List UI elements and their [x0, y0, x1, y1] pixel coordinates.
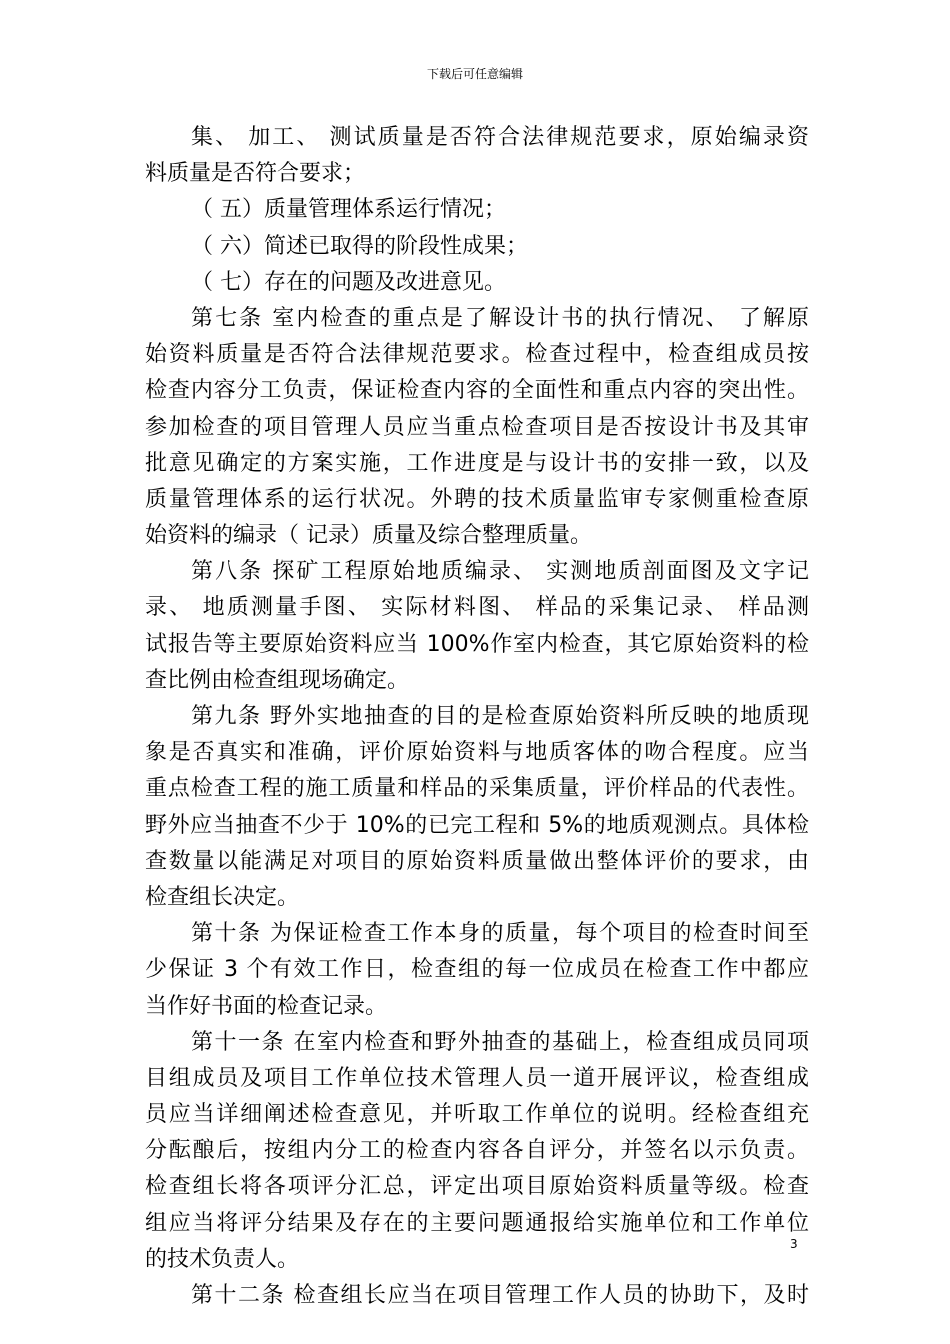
text-line: （ 七）存在的问题及改进意见。: [191, 269, 506, 295]
text-line: （ 六）简述已取得的阶段性成果；: [191, 233, 528, 259]
text-line: 试报告等主要原始资料应当 100%作室内检查，其它原始资料的检: [145, 631, 809, 657]
text-line: 第十条 为保证检查工作本身的质量，每个项目的检查时间至: [191, 921, 809, 947]
text-line: 质量管理体系的运行状况。外聘的技术质量监审专家侧重检查原: [145, 486, 809, 512]
text-line: 录、 地质测量手图、 实际材料图、 样品的采集记录、 样品测: [145, 595, 809, 621]
text-line: 批意见确定的方案实施，工作进度是与设计书的安排一致，以及: [145, 450, 809, 476]
text-line: 查数量以能满足对项目的原始资料质量做出整体评价的要求，由: [145, 848, 809, 874]
text-line: 始资料的编录（ 记录）质量及综合整理质量。: [145, 523, 592, 549]
text-line: 查比例由检查组现场确定。: [145, 667, 410, 693]
text-line: 野外应当抽查不少于 10%的已完工程和 5%的地质观测点。具体检: [145, 812, 809, 838]
text-line: 重点检查工程的施工质量和样品的采集质量，评价样品的代表性。: [145, 776, 809, 802]
page-number: 3: [790, 1237, 798, 1251]
text-line: 参加检查的项目管理人员应当重点检查项目是否按设计书及其审: [145, 414, 809, 440]
text-line: 的技术负责人。: [145, 1246, 300, 1272]
text-line: 当作好书面的检查记录。: [145, 993, 388, 1019]
text-line: 第十一条 在室内检查和野外抽查的基础上，检查组成员同项: [191, 1029, 809, 1055]
text-line: 象是否真实和准确，评价原始资料与地质客体的吻合程度。应当: [145, 740, 809, 766]
text-line: 检查组长将各项评分汇总，评定出项目原始资料质量等级。检查: [145, 1174, 809, 1200]
text-line: 检查内容分工负责，保证检查内容的全面性和重点内容的突出性。: [145, 378, 809, 404]
document-body: [145, 120, 809, 1314]
text-line: 组应当将评分结果及存在的主要问题通报给实施单位和工作单位: [145, 1210, 809, 1236]
text-line: （ 五）质量管理体系运行情况；: [191, 197, 506, 223]
text-line: 料质量是否符合要求；: [145, 161, 366, 187]
text-line: 第八条 探矿工程原始地质编录、 实测地质剖面图及文字记: [191, 559, 809, 585]
text-line: 始资料质量是否符合法律规范要求。检查过程中，检查组成员按: [145, 342, 809, 368]
page-header: 下载后可任意编辑: [426, 67, 523, 81]
text-line: 第七条 室内检查的重点是了解设计书的执行情况、 了解原: [191, 305, 809, 331]
text-line: 员应当详细阐述检查意见，并听取工作单位的说明。经检查组充: [145, 1102, 809, 1128]
text-line: 目组成员及项目工作单位技术管理人员一道开展评议，检查组成: [145, 1065, 809, 1091]
text-line: 集、 加工、 测试质量是否符合法律规范要求，原始编录资: [191, 125, 809, 150]
text-line: 第十二条 检查组长应当在项目管理工作人员的协助下，及时: [191, 1283, 809, 1308]
text-line: 分酝酿后，按组内分工的检查内容各自评分，并签名以示负责。: [145, 1138, 809, 1164]
text-line: 检查组长决定。: [145, 884, 300, 910]
text-line: 第九条 野外实地抽查的目的是检查原始资料所反映的地质现: [191, 704, 809, 729]
text-line: 少保证 3 个有效工作日，检查组的每一位成员在检查工作中都应: [145, 957, 809, 983]
